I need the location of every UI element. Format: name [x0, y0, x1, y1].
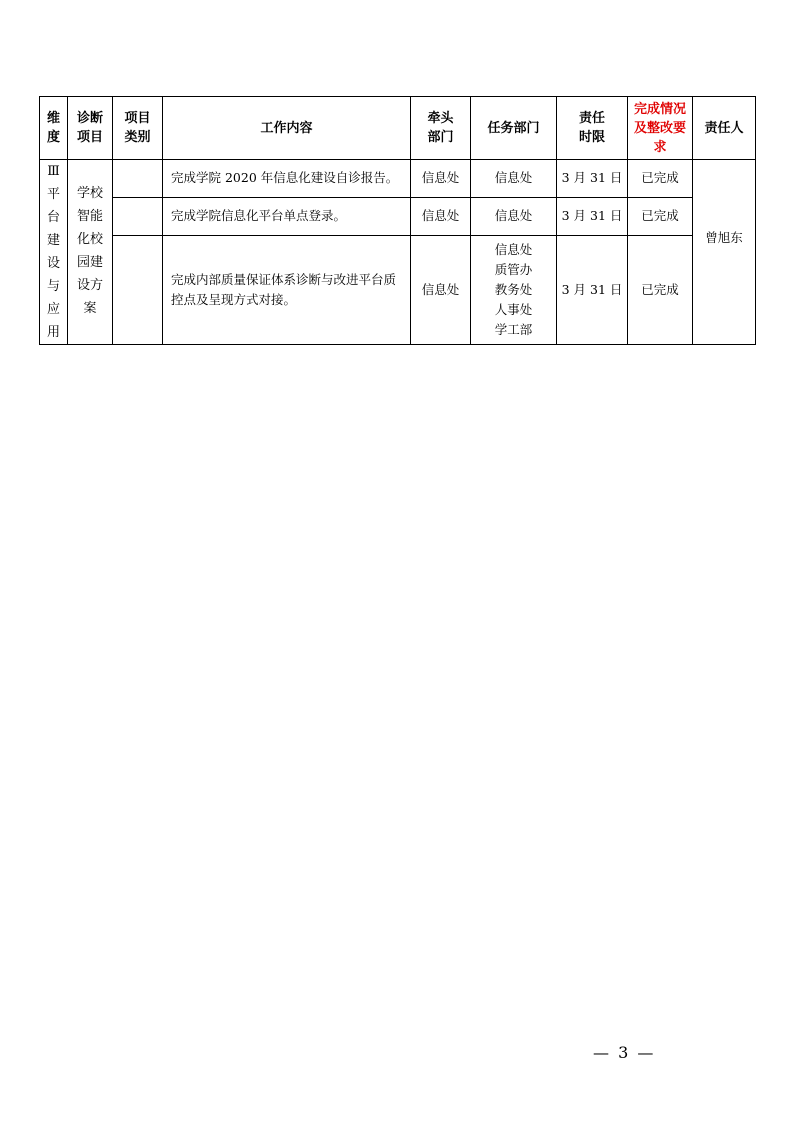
lead-dept-cell: 信息处 — [411, 197, 471, 235]
header-project-category — [113, 97, 163, 160]
header-row — [40, 97, 756, 160]
header-lead-dept-text: 牵头部门 — [427, 111, 454, 145]
header-diagnosis-item-text: 诊断项目 — [76, 111, 103, 145]
deadline-cell: 3 月 31 日 — [557, 160, 628, 198]
task-dept-item: 信息处 — [494, 170, 533, 186]
header-deadline-text: 责任时限 — [578, 111, 605, 145]
work-content-cell: 完成学院 2020 年信息化建设自诊报告。 — [163, 160, 411, 198]
header-responsible-person: 责任人 — [693, 97, 756, 160]
responsible-person-cell: 曾旭东 — [693, 160, 756, 345]
header-dimension — [40, 97, 68, 160]
status-cell: 已完成 — [628, 197, 693, 235]
deadline-cell: 3 月 31 日 — [557, 197, 628, 235]
header-deadline — [557, 97, 628, 160]
category-cell — [113, 197, 163, 235]
diagnosis-item-text: 学校智能化校园建设方案 — [76, 186, 103, 316]
task-dept-item: 信息处 — [494, 241, 533, 257]
header-dimension-text: 维度 — [46, 111, 60, 145]
work-content-cell: 完成学院信息化平台单点登录。 — [163, 197, 411, 235]
dimension-text: Ⅲ平台建设与应用 — [46, 164, 60, 340]
category-cell — [113, 160, 163, 198]
task-dept-item: 质管办 — [494, 261, 533, 277]
dimension-cell — [40, 160, 68, 345]
task-dept-item: 人事处 — [494, 301, 533, 317]
deadline-cell: 3 月 31 日 — [557, 235, 628, 344]
header-task-dept: 任务部门 — [471, 97, 557, 160]
table-row — [40, 235, 756, 344]
task-dept-cell — [471, 197, 557, 235]
task-dept-cell — [471, 235, 557, 344]
page-number: — 3 — — [593, 1043, 656, 1062]
lead-dept-cell: 信息处 — [411, 160, 471, 198]
table-row — [40, 160, 756, 198]
task-dept-item: 教务处 — [494, 281, 533, 297]
header-completion-status — [628, 97, 693, 160]
header-lead-dept — [411, 97, 471, 160]
lead-dept-cell: 信息处 — [411, 235, 471, 344]
status-cell: 已完成 — [628, 160, 693, 198]
header-diagnosis-item — [68, 97, 113, 160]
header-project-category-text: 项目类别 — [124, 111, 151, 145]
header-work-content: 工作内容 — [163, 97, 411, 160]
task-table — [39, 96, 756, 345]
task-table-container — [39, 96, 756, 345]
header-completion-status-text: 完成情况及整改要求 — [633, 101, 686, 155]
diagnosis-item-cell — [68, 160, 113, 345]
category-cell — [113, 235, 163, 344]
task-dept-item: 信息处 — [494, 208, 533, 224]
task-dept-item: 学工部 — [494, 321, 533, 337]
work-content-cell: 完成内部质量保证体系诊断与改进平台质控点及呈现方式对接。 — [163, 235, 411, 344]
table-row — [40, 197, 756, 235]
task-dept-cell — [471, 160, 557, 198]
status-cell: 已完成 — [628, 235, 693, 344]
